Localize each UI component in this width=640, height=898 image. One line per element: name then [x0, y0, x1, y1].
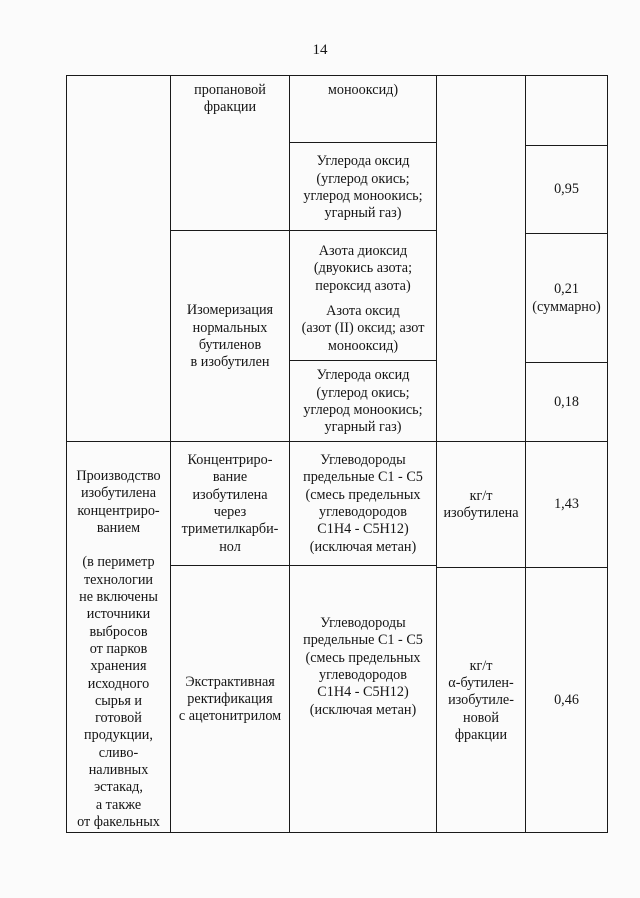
- pollutant-cell: Углеводороды предельные С1 - С5 (смесь предельных углеводородов С1Н4 - С5Н12) (исключая метан): [303, 615, 423, 718]
- process-cell: Изомеризация нормальных бутиленов в изобутилен: [186, 302, 274, 371]
- unit-cell: кг/т α-бутилен- изобутиле- новой фракции: [448, 657, 514, 743]
- pollutant-cell: Углерода оксид (углерод окись; углерод моноокись; угарный газ): [303, 153, 423, 222]
- value-cell: 0,18: [554, 394, 579, 411]
- pollutant-cell: Азота диоксид (двуокись азота; пероксид азота): [313, 243, 413, 294]
- row-divider-pollutant-1: [289, 142, 436, 143]
- page-number: 14: [312, 42, 328, 58]
- table-border-top: [66, 75, 608, 76]
- process-cell: пропановой фракции: [194, 82, 266, 116]
- value-cell: 0,46: [554, 692, 579, 709]
- pollutant-cell: Углеводороды предельные С1 - С5 (смесь предельных углеводородов С1Н4 - С5Н12) (исключая метан): [303, 452, 423, 555]
- emissions-table: [66, 75, 608, 833]
- value-cell: 0,21 (суммарно): [532, 281, 601, 315]
- unit-cell: кг/т изобутилена: [443, 487, 519, 521]
- pollutant-cell: Азота оксид (азот (II) оксид; азот монооксид): [301, 303, 425, 354]
- pollutant-cell: Углерода оксид (углерод окись; углерод моноокись; угарный газ): [303, 367, 423, 436]
- process-cell: Концентриро- вание изобутилена через триметилкарби- нол: [181, 452, 279, 555]
- value-cell: 1,43: [554, 496, 579, 513]
- pollutant-cell: монооксид): [327, 82, 399, 98]
- production-cell: Производство изобутилена концентриро- ванием (в периметр технологии не включены источники выбросов от парков хранения исходного сырья и готовой продукции, сливо- наливных эстакад, а также от факельных: [76, 468, 161, 830]
- value-cell: 0,95: [554, 181, 579, 198]
- row-divider-pollutant-3: [289, 360, 436, 361]
- process-cell: Экстрактивная ректификация с ацетонитрилом: [178, 673, 282, 725]
- table-border-right: [607, 75, 608, 833]
